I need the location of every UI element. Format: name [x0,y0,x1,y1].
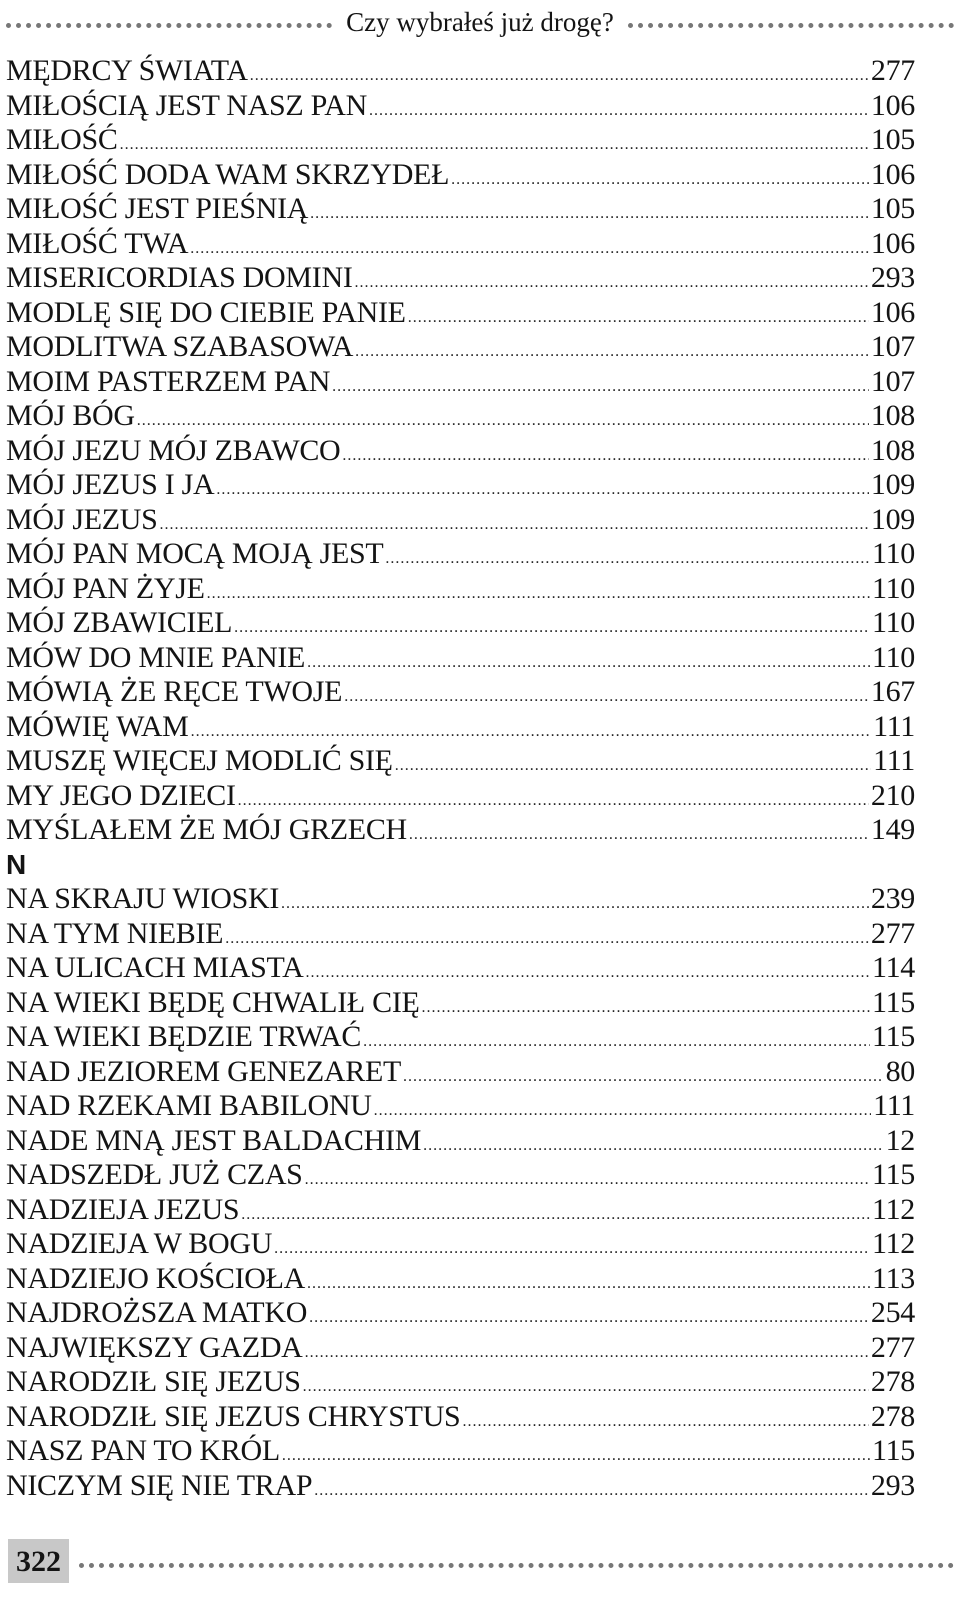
entry-page-number: 114 [872,951,915,984]
header-title: Czy wybrałeś już drogę? [346,6,614,37]
index-entry [6,434,915,469]
entry-title: MY JEGO DZIECI [6,778,236,812]
entry-page-number: 293 [870,1468,915,1502]
entry-title: MYŚLAŁEM ŻE MÓJ GRZECH [6,813,407,846]
index-entry [6,503,915,538]
entry-title: MUSZĘ WIĘCEJ MODLIĆ SIĘ [6,744,393,777]
entry-title: MÓWIĘ WAM [6,709,189,743]
entry-title: MIŁOŚĆ [6,123,118,156]
entry-title: NASZ PAN TO KRÓL [6,1434,280,1467]
index-entry [6,227,915,262]
dot-leader [369,94,869,129]
index-entry [6,330,915,365]
entry-page-number: 110 [872,571,915,605]
index-entry [6,1469,915,1504]
dot-leader [216,473,869,508]
entry-page-number: 115 [872,985,915,1019]
entry-page-number: 107 [870,330,915,363]
dot-leader [310,197,869,232]
entry-page-number: 106 [870,226,915,260]
entry-title: MISERICORDIAS DOMINI [6,261,353,294]
header-dot-leader-left [6,23,332,28]
index-entry [6,813,915,848]
entry-title: NAD JEZIOREM GENEZARET [6,1054,402,1088]
entry-title: MÓJ JEZUS [6,502,158,536]
index-entry [6,261,915,296]
running-header [0,2,960,42]
entry-page-number: 293 [870,261,915,294]
index-entry [6,1227,915,1262]
entry-page-number: 108 [870,399,915,432]
entry-title: NA WIEKI BĘDĘ CHWALIŁ CIĘ [6,985,420,1019]
index-entry [6,158,915,193]
entry-page-number: 111 [873,709,915,743]
entry-title: MIŁOŚĆ JEST PIEŚNIĄ [6,192,309,225]
dot-leader [307,646,870,681]
entry-title: NAJDROŻSZA MATKO [6,1296,308,1329]
index-entry [6,1434,915,1469]
index-entry [6,1089,915,1124]
entry-title: NAJWIĘKSZY GAZDA [6,1330,303,1364]
entry-title: NADSZEDŁ JUŻ CZAS [6,1158,303,1191]
dot-leader [385,542,870,577]
entry-title: NARODZIŁ SIĘ JEZUS [6,1365,301,1398]
index-entry [6,123,915,158]
dot-leader [423,1129,884,1164]
index-entry [6,1331,915,1366]
index-entry [6,1055,915,1090]
index-entry [6,399,915,434]
entry-page-number: 105 [870,123,915,156]
index-entry [6,1296,915,1331]
entry-title: NA TYM NIEBIE [6,916,224,950]
entry-title: NADE MNĄ JEST BALDACHIM [6,1123,422,1157]
entry-page-number: 106 [870,295,915,329]
dot-leader [307,1267,870,1302]
dot-leader [409,818,869,853]
entry-page-number: 109 [870,468,915,501]
index-entry [6,468,915,503]
dot-leader [395,749,871,784]
dot-leader [305,1336,869,1371]
dot-leader [207,577,870,612]
entry-title: MÓJ JEZU MÓJ ZBAWCO [6,433,341,467]
entry-page-number: 210 [870,778,915,812]
dot-leader [234,611,870,646]
dot-leader [305,1163,870,1198]
entry-page-number: 106 [870,88,915,122]
index-entry [6,951,915,986]
index-entry [6,710,915,745]
index-entry [6,296,915,331]
dot-leader [282,1439,870,1474]
entry-page-number: 109 [870,502,915,536]
page-footer [0,1536,960,1586]
entry-title: MOIM PASTERZEM PAN [6,364,331,398]
footer-dot-leader [79,1563,954,1568]
header-dot-leader-right [628,23,954,28]
index-entry [6,1365,915,1400]
entry-page-number: 111 [873,1089,915,1122]
dot-leader [314,1474,869,1509]
entry-page-number: 105 [870,192,915,225]
entry-page-number: 278 [870,1399,915,1433]
entry-title: NADZIEJO KOŚCIOŁA [6,1261,306,1295]
dot-leader [408,301,869,336]
entry-title: MODLĘ SIĘ DO CIEBIE PANIE [6,295,406,329]
index-entry [6,675,915,710]
section-letter-heading: N [6,848,27,880]
entry-title: NARODZIŁ SIĘ JEZUS CHRYSTUS [6,1399,461,1433]
dot-leader [241,1198,870,1233]
entry-page-number: 277 [870,54,915,87]
page-number: 322 [8,1539,69,1583]
entry-page-number: 239 [870,882,915,915]
entry-page-number: 111 [873,744,915,777]
entry-title: NADZIEJA W BOGU [6,1227,273,1260]
index-entry [6,779,915,814]
entry-page-number: 110 [872,640,915,674]
index-entry [6,986,915,1021]
entry-page-number: 106 [870,157,915,191]
dot-leader [355,266,869,301]
entry-title: MÓJ ZBAWICIEL [6,606,233,639]
entry-page-number: 115 [872,1434,915,1467]
entry-title: MÓJ JEZUS I JA [6,468,215,501]
index-entry [6,744,915,779]
dot-leader [451,163,869,198]
index-entry [6,1262,915,1297]
dot-leader [462,1405,868,1440]
entry-title: MÓJ PAN MOCĄ MOJĄ JEST [6,537,384,570]
entry-title: NAD RZEKAMI BABILONU [6,1089,372,1122]
index-entry [6,572,915,607]
entry-title: MODLITWA SZABASOWA [6,330,354,363]
index-entry [6,641,915,676]
entry-title: MĘDRCY ŚWIATA [6,54,248,87]
dot-leader [422,991,870,1026]
entry-title: MÓJ BÓG [6,399,135,432]
entry-page-number: 115 [872,1020,915,1053]
dot-leader [374,1094,871,1129]
index-entry [6,537,915,572]
entry-page-number: 167 [870,675,915,708]
entry-title: MÓWIĄ ŻE RĘCE TWOJE [6,675,343,708]
index-entry [6,1020,915,1055]
entry-title: MIŁOŚCIĄ JEST NASZ PAN [6,88,367,122]
entry-page-number: 115 [872,1158,915,1191]
entry-page-number: 12 [885,1123,915,1157]
dot-leader [274,1232,870,1267]
entry-page-number: 110 [872,606,915,639]
entry-page-number: 149 [870,813,915,846]
dot-leader [342,439,868,474]
dot-leader [355,335,869,370]
song-index-list [6,54,915,1503]
entry-title: NICZYM SIĘ NIE TRAP [6,1468,313,1502]
entry-title: NA WIEKI BĘDZIE TRWAĆ [6,1020,362,1053]
dot-leader [363,1025,870,1060]
entry-title: MÓW DO MNIE PANIE [6,640,306,674]
index-entry [6,54,915,89]
entry-page-number: 108 [870,433,915,467]
index-entry [6,365,915,400]
index-entry [6,1400,915,1435]
entry-page-number: 254 [870,1296,915,1329]
entry-page-number: 113 [872,1261,915,1295]
entry-page-number: 112 [872,1192,915,1226]
entry-page-number: 112 [872,1227,915,1260]
entry-title: NADZIEJA JEZUS [6,1192,240,1226]
entry-page-number: 110 [872,537,915,570]
entry-page-number: 107 [870,364,915,398]
entry-page-number: 278 [870,1365,915,1398]
index-entry [6,1158,915,1193]
index-entry [6,192,915,227]
entry-title: MIŁOŚĆ DODA WAM SKRZYDEŁ [6,157,450,191]
dot-leader [225,922,869,957]
index-entry [6,1193,915,1228]
entry-title: NA SKRAJU WIOSKI [6,882,280,915]
index-entry [6,89,915,124]
entry-title: MÓJ PAN ŻYJE [6,571,205,605]
entry-page-number: 277 [870,916,915,950]
entry-page-number: 277 [870,1330,915,1364]
entry-title: NA ULICACH MIASTA [6,951,304,984]
dot-leader [281,887,869,922]
dot-leader [403,1060,884,1095]
dot-leader [344,680,869,715]
index-entry [6,882,915,917]
entry-title: MIŁOŚĆ TWA [6,226,189,260]
index-entry [6,917,915,952]
entry-page-number: 80 [885,1054,915,1088]
dot-leader [332,370,869,405]
index-entry [6,606,915,641]
index-entry [6,1124,915,1159]
dot-leader [309,1301,869,1336]
